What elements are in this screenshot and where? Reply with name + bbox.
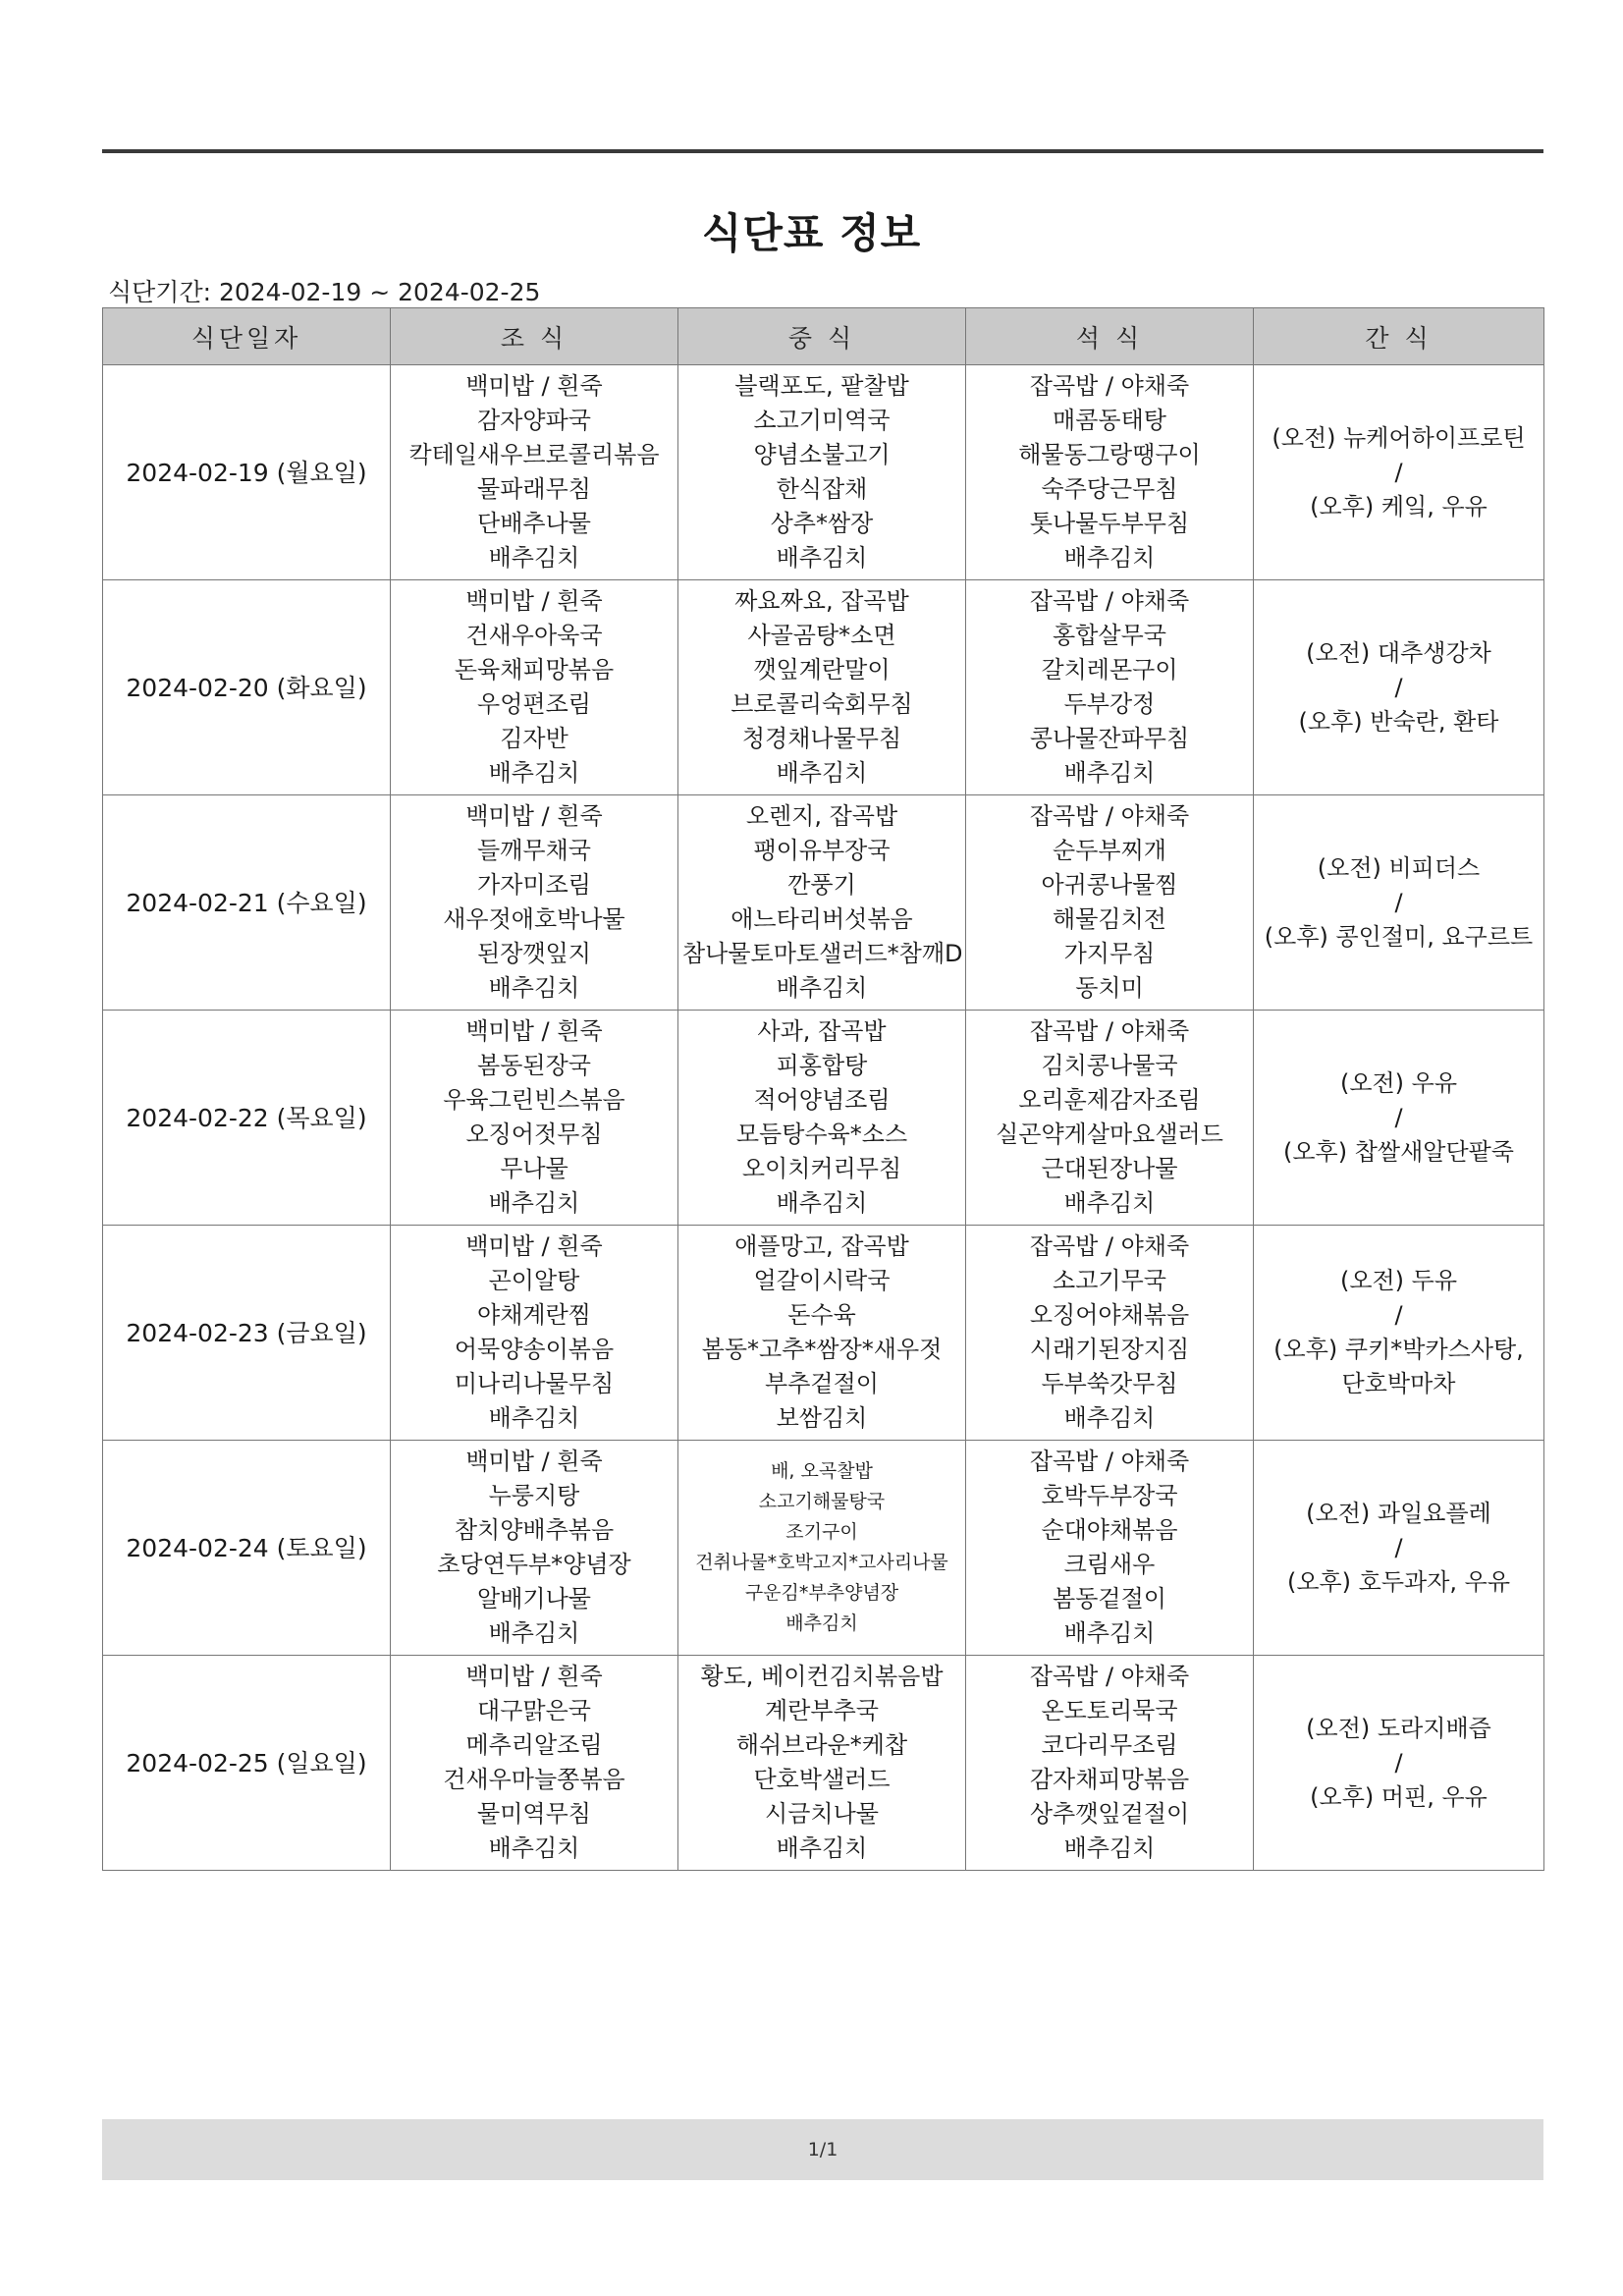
- menu-item: (오전) 두유: [1339, 1267, 1458, 1294]
- table-row: [103, 1226, 1544, 1441]
- menu-item: 감자채피망볶음: [1029, 1766, 1190, 1793]
- menu-item: 백미밥 / 흰죽: [465, 1663, 603, 1690]
- menu-item: 사과, 잡곡밥: [757, 1017, 887, 1045]
- page-title: 식단표 정보: [701, 209, 922, 257]
- dinner-cell: [966, 1226, 1254, 1441]
- menu-item: 얼갈이시락국: [753, 1267, 891, 1294]
- menu-item: 배추김치: [488, 1404, 580, 1432]
- menu-item: 실곤약게살마요샐러드: [996, 1121, 1223, 1148]
- menu-item: (오후) 찹쌀새알단팥죽: [1282, 1137, 1514, 1166]
- lunch-cell: [678, 1656, 966, 1871]
- breakfast-cell: [391, 1441, 678, 1656]
- snack-cell: [1254, 1656, 1544, 1871]
- menu-item: 감자양파국: [477, 407, 591, 434]
- menu-item: 피홍합탕: [776, 1052, 868, 1079]
- header-snack: 간 식: [1254, 308, 1544, 365]
- menu-item: 상추깻잎겉절이: [1029, 1800, 1190, 1828]
- breakfast-cell: [391, 1011, 678, 1226]
- menu-item: 건새우아욱국: [465, 622, 603, 649]
- menu-item: 단호박마차: [1341, 1370, 1456, 1397]
- menu-item: 메추리알조림: [465, 1731, 603, 1759]
- menu-item: 배추김치: [785, 1613, 858, 1634]
- menu-item: 참나물토마토샐러드*참깨D: [682, 940, 963, 967]
- top-rule: [102, 149, 1543, 153]
- menu-item: 보쌈김치: [776, 1404, 868, 1432]
- header-dinner: 석 식: [966, 308, 1254, 365]
- menu-item: 배추김치: [488, 1834, 580, 1862]
- menu-item: /: [1394, 888, 1403, 916]
- date-cell: 2024-02-23 (금요일): [103, 1226, 391, 1441]
- menu-item: 잡곡밥 / 야채죽: [1029, 1232, 1190, 1260]
- menu-item: 양념소불고기: [753, 441, 891, 468]
- breakfast-cell: [391, 1226, 678, 1441]
- menu-item: 콩나물잔파무침: [1029, 725, 1190, 752]
- menu-item: 배추김치: [776, 1189, 868, 1217]
- lunch-cell: [678, 1441, 966, 1656]
- menu-item: 소고기해물탕국: [758, 1491, 886, 1512]
- menu-item: 곤이알탕: [488, 1267, 580, 1294]
- menu-item: 배추김치: [1063, 1619, 1156, 1647]
- menu-item: 매콤동태탕: [1053, 407, 1166, 434]
- menu-item: 봄동겉절이: [1053, 1585, 1166, 1613]
- dinner-cell: [966, 1656, 1254, 1871]
- menu-item: 우육그린빈스볶음: [443, 1086, 625, 1114]
- menu-item: 초당연두부*양념장: [437, 1551, 631, 1578]
- menu-item: 단호박샐러드: [753, 1766, 891, 1793]
- date-cell: 2024-02-22 (목요일): [103, 1011, 391, 1226]
- menu-item: /: [1394, 673, 1403, 701]
- menu-item: 호박두부장국: [1041, 1482, 1178, 1509]
- menu-item: 잡곡밥 / 야채죽: [1029, 802, 1190, 830]
- table-row: [103, 580, 1544, 795]
- menu-item: 누룽지탕: [488, 1482, 580, 1509]
- menu-item: 브로콜리숙회무침: [730, 690, 913, 718]
- menu-item: 대구맑은국: [477, 1697, 591, 1724]
- menu-item: 칵테일새우브로콜리볶음: [408, 441, 660, 468]
- menu-item: (오후) 쿠키*박카스사탕,: [1273, 1336, 1524, 1363]
- menu-item: 짜요짜요, 잡곡밥: [734, 587, 909, 615]
- menu-item: 백미밥 / 흰죽: [465, 1017, 603, 1045]
- menu-item: 백미밥 / 흰죽: [465, 1448, 603, 1475]
- menu-item: 오리훈제감자조림: [1018, 1086, 1201, 1114]
- table-row: [103, 365, 1544, 580]
- date-cell: 2024-02-21 (수요일): [103, 795, 391, 1011]
- menu-item: 미나리나물무침: [454, 1370, 615, 1397]
- menu-item: 배추김치: [1063, 1189, 1156, 1217]
- menu-item: 톳나물두부무침: [1029, 510, 1190, 537]
- menu-item: 갈치레몬구이: [1041, 656, 1178, 683]
- menu-item: 배추김치: [488, 1619, 580, 1647]
- menu-item: 배추김치: [776, 1834, 868, 1862]
- menu-item: 돈수육: [787, 1301, 856, 1329]
- menu-item: 배추김치: [1063, 544, 1156, 572]
- menu-item: 코다리무조림: [1041, 1731, 1178, 1759]
- menu-item: 배추김치: [1063, 1834, 1156, 1862]
- menu-item: (오후) 케잌, 우유: [1310, 492, 1488, 520]
- page-footer: [102, 2119, 1543, 2180]
- menu-item: 애느타리버섯볶음: [730, 905, 913, 933]
- menu-item: /: [1394, 1533, 1403, 1561]
- lunch-cell: [678, 1011, 966, 1226]
- menu-item: 김자반: [500, 725, 568, 752]
- menu-item: 무나물: [500, 1155, 568, 1182]
- menu-item: 시래기된장지짐: [1029, 1336, 1190, 1363]
- page-number: 1/1: [807, 2139, 839, 2160]
- menu-item: 황도, 베이컨김치볶음밥: [700, 1663, 944, 1690]
- menu-item: 오징어야채볶음: [1029, 1301, 1190, 1329]
- date-cell: 2024-02-20 (화요일): [103, 580, 391, 795]
- menu-item: (오전) 도라지배즙: [1306, 1714, 1491, 1742]
- menu-item: 잡곡밥 / 야채죽: [1029, 372, 1190, 400]
- menu-item: 청경채나물무침: [741, 725, 902, 752]
- menu-table: [102, 307, 1544, 1871]
- date-cell: 2024-02-19 (월요일): [103, 365, 391, 580]
- menu-item: (오후) 머핀, 우유: [1310, 1782, 1488, 1811]
- menu-item: 크림새우: [1063, 1551, 1156, 1578]
- menu-item: 어묵양송이볶음: [454, 1336, 615, 1363]
- menu-item: 깐풍기: [787, 871, 856, 899]
- menu-item: 배추김치: [1063, 759, 1156, 787]
- menu-item: 팽이유부장국: [753, 837, 891, 864]
- menu-item: 오렌지, 잡곡밥: [745, 802, 898, 830]
- dinner-cell: [966, 795, 1254, 1011]
- menu-item: 사골곰탕*소면: [747, 622, 896, 649]
- menu-item: /: [1394, 1301, 1403, 1329]
- menu-item: 가자미조림: [477, 871, 591, 899]
- menu-item: 백미밥 / 흰죽: [465, 372, 603, 400]
- snack-cell: [1254, 795, 1544, 1011]
- menu-item: 해물동그랑땡구이: [1018, 441, 1201, 468]
- dinner-cell: [966, 365, 1254, 580]
- menu-item: 배추김치: [488, 1189, 580, 1217]
- table-row: [103, 1011, 1544, 1226]
- menu-item: (오후) 반숙란, 환타: [1298, 707, 1499, 736]
- date-cell: 2024-02-24 (토요일): [103, 1441, 391, 1656]
- menu-item: 순대야채볶음: [1041, 1516, 1178, 1544]
- menu-item: 배추김치: [488, 759, 580, 787]
- dinner-cell: [966, 1441, 1254, 1656]
- table-row: [103, 795, 1544, 1011]
- menu-item: 봄동된장국: [477, 1052, 591, 1079]
- menu-item: /: [1394, 1103, 1403, 1131]
- menu-item: 순두부찌개: [1053, 837, 1166, 864]
- menu-item: 잡곡밥 / 야채죽: [1029, 587, 1190, 615]
- menu-item: 숙주당근무침: [1041, 475, 1178, 503]
- menu-item: 애플망고, 잡곡밥: [734, 1232, 909, 1260]
- menu-item: 오이치커리무침: [741, 1155, 902, 1182]
- menu-item: 구운김*부추양념장: [744, 1582, 899, 1604]
- menu-item: 아귀콩나물찜: [1041, 871, 1178, 899]
- breakfast-cell: [391, 365, 678, 580]
- header-row: [103, 308, 1544, 365]
- menu-item: 배추김치: [488, 544, 580, 572]
- menu-item: 돈육채피망볶음: [454, 656, 615, 683]
- dinner-cell: [966, 1011, 1254, 1226]
- menu-item: 된장깻잎지: [477, 940, 591, 967]
- menu-period: 식단기간: 2024-02-19 ~ 2024-02-25: [108, 278, 541, 306]
- menu-item: 백미밥 / 흰죽: [465, 1232, 603, 1260]
- menu-item: 알배기나물: [477, 1585, 591, 1613]
- menu-item: (오후) 호두과자, 우유: [1286, 1567, 1511, 1596]
- menu-item: 근대된장나물: [1041, 1155, 1178, 1182]
- menu-item: 오징어젓무침: [465, 1121, 603, 1148]
- menu-item: 시금치나물: [765, 1800, 879, 1828]
- menu-item: 두부쑥갓무침: [1041, 1370, 1178, 1397]
- header-breakfast: 조 식: [391, 308, 678, 365]
- header-date: 식단일자: [103, 308, 391, 365]
- menu-item: 두부강정: [1063, 690, 1156, 718]
- menu-item: 블랙포도, 팥찰밥: [734, 372, 909, 400]
- snack-cell: [1254, 1011, 1544, 1226]
- menu-item: (오전) 비피더스: [1317, 853, 1481, 882]
- menu-item: 홍합살무국: [1053, 622, 1166, 649]
- menu-item: 배추김치: [488, 974, 580, 1002]
- menu-item: 모듬탕수육*소스: [735, 1121, 908, 1148]
- header-lunch: 중 식: [678, 308, 966, 365]
- menu-item: 해쉬브라운*케찹: [735, 1731, 908, 1759]
- menu-item: 상추*쌈장: [770, 510, 874, 537]
- menu-item: /: [1394, 1748, 1403, 1777]
- menu-item: (오전) 과일요플레: [1306, 1499, 1491, 1527]
- menu-item: 백미밥 / 흰죽: [465, 802, 603, 830]
- menu-item: 새우젓애호박나물: [443, 905, 625, 933]
- menu-item: 배추김치: [776, 974, 868, 1002]
- menu-item: 김치콩나물국: [1041, 1052, 1178, 1079]
- menu-item: 야채계란찜: [477, 1301, 591, 1329]
- date-cell: 2024-02-25 (일요일): [103, 1656, 391, 1871]
- menu-item: (오후) 콩인절미, 요구르트: [1264, 922, 1534, 951]
- menu-item: 봄동*고추*쌈장*새우젓: [701, 1336, 943, 1363]
- menu-item: 잡곡밥 / 야채죽: [1029, 1663, 1190, 1690]
- menu-item: (오전) 우유: [1339, 1068, 1458, 1097]
- menu-item: 한식잡채: [776, 475, 868, 503]
- lunch-cell: [678, 1226, 966, 1441]
- menu-item: 단배추나물: [477, 510, 591, 537]
- lunch-cell: [678, 795, 966, 1011]
- snack-cell: [1254, 365, 1544, 580]
- breakfast-cell: [391, 795, 678, 1011]
- menu-item: 소고기미역국: [753, 407, 891, 434]
- menu-item: 배추김치: [1063, 1404, 1156, 1432]
- menu-item: /: [1394, 458, 1403, 486]
- menu-item: 잡곡밥 / 야채죽: [1029, 1017, 1190, 1045]
- table-row: [103, 1441, 1544, 1656]
- menu-item: 깻잎계란말이: [753, 656, 891, 683]
- lunch-cell: [678, 365, 966, 580]
- menu-item: 온도토리묵국: [1041, 1697, 1178, 1724]
- menu-item: 들깨무채국: [477, 837, 591, 864]
- snack-cell: [1254, 580, 1544, 795]
- menu-item: 참치양배추볶음: [454, 1516, 615, 1544]
- menu-item: 백미밥 / 흰죽: [465, 587, 603, 615]
- menu-item: 배추김치: [776, 544, 868, 572]
- menu-item: 조기구이: [785, 1521, 858, 1543]
- table-row: [103, 1656, 1544, 1871]
- menu-item: (오전) 대추생강차: [1306, 638, 1491, 667]
- menu-item: 해물김치전: [1053, 905, 1166, 933]
- breakfast-cell: [391, 1656, 678, 1871]
- menu-item: 우엉편조림: [477, 690, 591, 718]
- menu-item: 물파래무침: [477, 475, 591, 503]
- breakfast-cell: [391, 580, 678, 795]
- menu-item: 적어양념조림: [753, 1086, 891, 1114]
- dinner-cell: [966, 580, 1254, 795]
- menu-item: (오전) 뉴케어하이프로틴: [1271, 423, 1526, 452]
- menu-item: 잡곡밥 / 야채죽: [1029, 1448, 1190, 1475]
- menu-item: 건새우마늘쫑볶음: [443, 1766, 625, 1793]
- menu-body: [103, 365, 1544, 1871]
- menu-item: 가지무침: [1063, 940, 1156, 967]
- menu-item: 물미역무침: [477, 1800, 591, 1828]
- snack-cell: [1254, 1441, 1544, 1656]
- menu-item: 건취나물*호박고지*고사리나물: [695, 1552, 948, 1573]
- lunch-cell: [678, 580, 966, 795]
- menu-item: 배, 오곡찰밥: [771, 1460, 873, 1482]
- menu-item: 부추겉절이: [765, 1370, 879, 1397]
- menu-item: 배추김치: [776, 759, 868, 787]
- snack-cell: [1254, 1226, 1544, 1441]
- menu-item: 계란부추국: [765, 1697, 879, 1724]
- menu-item: 동치미: [1075, 974, 1144, 1002]
- menu-item: 소고기무국: [1053, 1267, 1166, 1294]
